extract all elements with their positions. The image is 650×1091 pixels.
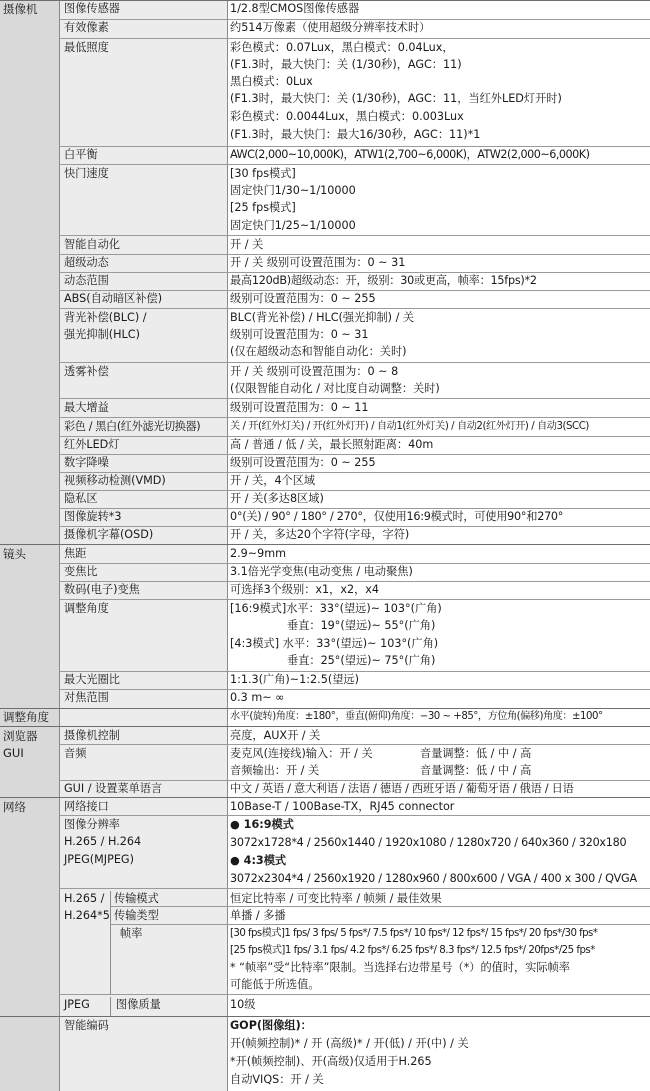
row-value: 固定快门1/30~1/10000 [230,184,356,197]
divider [110,924,650,925]
row-label: H.265 / H.264 [64,835,142,848]
divider [110,997,111,1016]
row-value: 亮度，AUX开 / 关 [230,729,321,742]
row-value: BLC(背光补偿) / HLC(强光抑制) / 关 [230,311,415,324]
row-value: 开 / 关，多达20个字符(字母，字符) [230,528,410,541]
row-value: 彩色模式：0.0044Lux，黑白模式：0.003Lux [230,110,464,123]
row-value: 开 / 关(多达8区域) [230,492,324,505]
row-label: JPEG(MJPEG) [64,853,134,866]
row-value: (F1.3时，最大快门：最大16/30秒，AGC：11)*1 [230,128,481,141]
divider [59,888,650,889]
row-value: ● 16:9模式 [230,818,294,831]
row-value: (F1.3时，最大快门：关 (1/30秒)，AGC：11，当红外LED灯开时) [230,92,562,105]
row-value: (仅在超级动态和智能自动化：关时) [230,345,407,358]
row-value: 关 / 开(红外灯关) / 开(红外灯开) / 自动1(红外灯关) / 自动2(红外灯开) / 自动3(SCC) [230,421,589,432]
divider [59,164,650,165]
row-value: 音量调整：低 / 中 / 高 [420,747,532,760]
row-value: ● 4:3模式 [230,854,287,867]
row-value: 开 / 关 级别可设置范围为：0 ~ 31 [230,256,406,269]
section-title-adjust-angle: 调整角度 [3,710,49,724]
row-value: [30 fps模式]1 fps/ 3 fps/ 5 fps*/ 7.5 fps*/ 10 fps*/ 12 fps*/ 15 fps*/ 20 fps*/30 fps* [230,928,598,939]
row-value: 自动VIQS：开 / 关 [230,1073,324,1086]
row-value: 3072x2304*4 / 2560x1920 / 1280x960 / 800x600 / VGA / 400 x 300 / QVGA [230,872,637,885]
divider [59,398,650,399]
divider [59,362,650,363]
row-label: GUI / 设置菜单语言 [64,782,163,795]
row-label: 网络接口 [64,800,109,813]
row-label: 摄像机控制 [64,729,120,742]
row-label: 图像质量 [116,998,161,1011]
row-value: 10级 [230,998,256,1011]
section-title-network: 网络 [3,800,26,814]
divider [59,417,650,418]
divider [59,38,650,39]
row-label: 摄像机字幕(OSD) [64,528,154,541]
row-label: H.265 / [64,892,105,905]
section-title-camera: 摄像机 [3,2,38,16]
divider [0,544,650,545]
row-label: 数字降噪 [64,456,109,469]
divider [59,744,650,745]
row-value: [25 fps模式] [230,201,296,214]
row-value: 3072x1728*4 / 2560x1440 / 1920x1080 / 1280x720 / 640x360 / 320x180 [230,836,627,849]
row-value: GOP(图像组)： [230,1019,312,1032]
row-label: 彩色 / 黑白(红外滤光切换器) [64,420,201,433]
row-label: 透雾补偿 [64,365,109,378]
row-value: 可能低于所选值。 [230,978,320,991]
section-title-browser: GUI [3,746,24,760]
divider [59,235,650,236]
row-value: 1/2.8型CMOS图像传感器 [230,2,360,15]
row-value: 开 / 关 级别可设置范围为：0 ~ 8 [230,365,399,378]
row-value: 级别可设置范围为：0 ~ 11 [230,401,369,414]
row-value: 单播 / 多播 [230,909,286,922]
row-value: 3.1倍光学变焦(电动变焦 / 电动聚焦) [230,565,413,578]
row-value: 1:1.3(广角)~1:2.5(望远) [230,673,359,686]
row-value: [16:9模式]水平：33°(望远)~ 103°(广角) [230,602,442,615]
divider [59,308,650,309]
row-value: [30 fps模式] [230,167,296,180]
row-value: [25 fps模式]1 fps/ 3.1 fps/ 4.2 fps*/ 6.25 fps*/ 8.3 fps*/ 12.5 fps*/ 20fps*/25 fps* [230,945,595,956]
row-value: 0.3 m~ ∞ [230,691,285,704]
row-label: 帧率 [120,927,143,940]
row-label: 隐私区 [64,492,98,505]
row-label: 超级动态 [64,256,109,269]
row-label: JPEG [64,998,90,1011]
row-value: 开(帧频控制)* / 开 (高级)* / 开(低) / 开(中) / 关 [230,1037,469,1050]
row-value: 高 / 普通 / 低 / 关，最长照射距离：40m [230,438,434,451]
row-value: (F1.3时，最大快门：关 (1/30秒)，AGC：11) [230,58,462,71]
row-label: 焦距 [64,547,87,560]
row-label: 最大增益 [64,401,109,414]
row-value: 最高120dB)超级动态：开，级别：30或更高，帧率：15fps)*2 [230,274,537,287]
divider [59,599,650,600]
row-value: 音频输出：开 / 关 [230,764,320,777]
divider [0,1016,650,1017]
row-label: ABS(自动暗区补偿) [64,292,163,305]
divider [59,689,650,690]
row-label: 调整角度 [64,602,109,615]
row-value: 开 / 关 [230,238,264,251]
row-label: 传输模式 [114,892,159,905]
row-value: *开(帧频控制)、开(高级)仅适用于H.265 [230,1055,432,1068]
row-value: 0°(关) / 90° / 180° / 270°，仅使用16:9模式时，可使用90°和270° [230,510,564,523]
row-value: 垂直：19°(望远)~ 55°(广角) [287,619,436,632]
row-value: 约514万像素（使用超级分辨率技术时） [230,21,431,34]
row-label: 红外LED灯 [64,438,120,451]
row-label: 变焦比 [64,565,98,578]
row-label: 有效像素 [64,21,109,34]
row-value: * “帧率”受“比特率”限制。当选择右边带星号（*）的值时，实际帧率 [230,961,570,974]
row-label: 图像传感器 [64,2,120,15]
row-label: 数码(电子)变焦 [64,583,140,596]
row-value: 可选择3个级别：x1，x2，x4 [230,583,380,596]
row-label: 对焦范围 [64,691,109,704]
row-value: 10Base-T / 100Base-TX，RJ45 connector [230,800,455,813]
row-value: 彩色模式：0.07Lux，黑白模式：0.04Lux， [230,41,454,54]
row-label: H.264*5 [64,909,110,922]
row-value: (仅限智能自动化 / 对比度自动调整：关时) [230,382,440,395]
row-value: 级别可设置范围为：0 ~ 255 [230,456,376,469]
row-label: 图像分辨率 [64,818,120,831]
divider [0,726,650,727]
row-label: 白平衡 [64,148,98,161]
row-label: 动态范围 [64,274,109,287]
row-label: 强光抑制(HLC) [64,328,140,341]
row-label: 音频 [64,747,87,760]
row-value: 黑白模式：0Lux [230,75,313,88]
section-title-browser: 浏览器 [3,729,38,743]
row-value: 麦克风(连接线)输入：开 / 关 [230,747,373,760]
divider [59,490,650,491]
row-value: 音量调整：低 / 中 / 高 [420,764,532,777]
row-label: 最低照度 [64,41,109,54]
row-value: 级别可设置范围为：0 ~ 31 [230,328,369,341]
row-value: [4:3模式] 水平：33°(望远)~ 103°(广角) [230,637,439,650]
row-value: 中文 / 英语 / 意大利语 / 法语 / 德语 / 西班牙语 / 葡萄牙语 / 俄语 / 日语 [230,782,574,795]
row-value: 开 / 关，4个区域 [230,474,316,487]
divider [59,994,650,995]
row-label: 最大光圈比 [64,673,120,686]
row-value: 水平(旋转)角度：±180°，垂直(俯仰)角度：−30 ~ +85°，方位角(偏移)角度：±100° [230,711,603,722]
row-label: 背光补偿(BLC) / [64,311,147,324]
row-value: 恒定比特率 / 可变比特率 / 帧频 / 最佳效果 [230,892,442,905]
row-label: 视频移动检测(VMD) [64,474,166,487]
row-label: 传输类型 [114,909,159,922]
row-value: 级别可设置范围为：0 ~ 255 [230,292,376,305]
row-label: 图像旋转*3 [64,510,122,523]
row-value: 垂直：25°(望远)~ 75°(广角) [287,654,436,667]
row-label: 智能编码 [64,1019,109,1032]
row-value: 固定快门1/25~1/10000 [230,219,356,232]
section-title-lens: 镜头 [3,547,26,561]
row-value: 2.9~9mm [230,547,287,560]
row-label: 智能自动化 [64,238,120,251]
row-value: AWC(2,000~10,000K)，ATW1(2,700~6,000K)，ATW2(2,000~6,000K) [230,148,590,161]
row-label: 快门速度 [64,167,109,180]
